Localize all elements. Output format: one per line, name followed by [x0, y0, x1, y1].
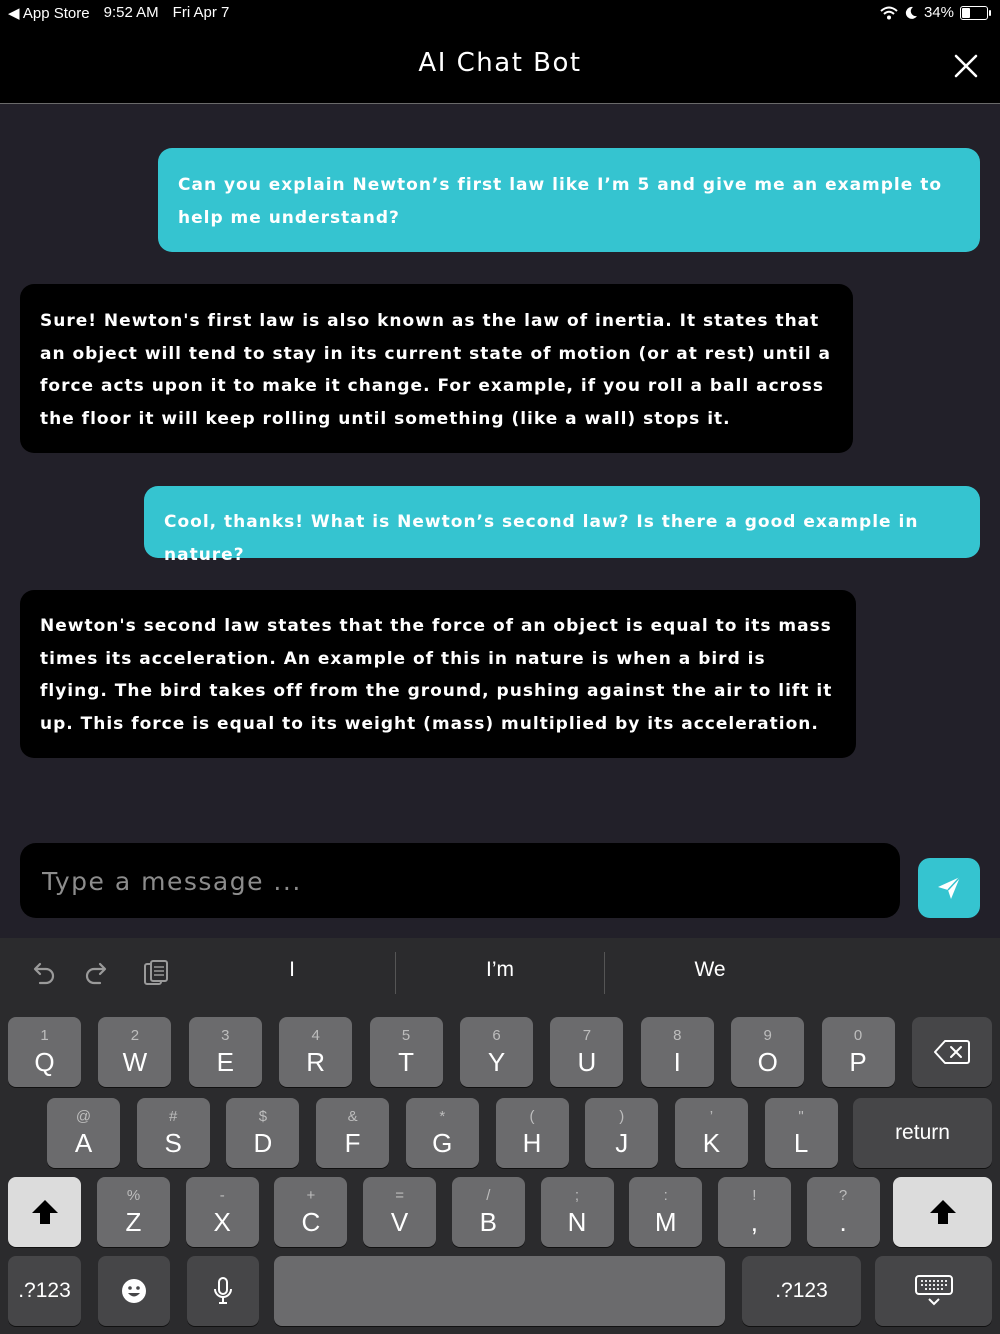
key-label: J: [615, 1128, 629, 1158]
message-text: Sure! Newton's first law is also known as the law of inertia. It states that an object will tend to stay in its current state of motion (or at rest) until a force acts upon it to make it change. For example, if you roll a ball across the floor it will keep rolling until something (like a wall) stops it.: [40, 311, 831, 429]
key-row2-7[interactable]: [675, 1098, 748, 1168]
shift-key-right[interactable]: [893, 1177, 992, 1247]
key-secondary-label: ’: [709, 1108, 714, 1125]
keyboard-dismiss-key[interactable]: [875, 1256, 992, 1326]
suggestion-divider: [395, 952, 396, 994]
key-label: E: [216, 1047, 234, 1077]
return-key[interactable]: [853, 1098, 992, 1168]
key-label: N: [567, 1207, 587, 1237]
key-row1-9[interactable]: [822, 1017, 895, 1087]
key-row2-8[interactable]: [765, 1098, 838, 1168]
key-row2-4[interactable]: [406, 1098, 479, 1168]
key-label: P: [849, 1047, 867, 1077]
key-secondary-label: 1: [40, 1027, 49, 1044]
shift-icon: [30, 1198, 60, 1226]
delete-key[interactable]: [912, 1017, 992, 1087]
paste-icon[interactable]: [140, 958, 170, 988]
key-row1-4[interactable]: [370, 1017, 443, 1087]
key-secondary-label: !: [752, 1187, 757, 1204]
shift-key-left[interactable]: [8, 1177, 81, 1247]
emoji-key[interactable]: [98, 1256, 170, 1326]
key-secondary-label: :: [663, 1187, 668, 1204]
do-not-disturb-moon-icon: [904, 6, 918, 20]
key-secondary-label: 3: [221, 1027, 230, 1044]
key-secondary-label: ): [619, 1108, 625, 1125]
on-screen-keyboard: [0, 938, 1000, 1334]
wifi-icon: [880, 6, 898, 20]
suggestion-2[interactable]: I’m: [486, 958, 514, 981]
key-label: Y: [487, 1047, 506, 1077]
message-text: Cool, thanks! What is Newton’s second law? Is there a good example in nature?: [164, 512, 919, 565]
message-text: Newton's second law states that the force of an object is equal to its mass times its acceleration. An example of this in nature is when a bird is flying. The bird takes off from the ground, pushing against the air to lift it up. This force is equal to its weight (mass) multiplied by its acceleration.: [40, 616, 833, 734]
send-button[interactable]: [918, 858, 980, 918]
status-bar: [0, 0, 1000, 26]
back-app-label: App Store: [22, 5, 90, 22]
key-secondary-label: $: [258, 1108, 268, 1125]
key-secondary-label: &: [347, 1108, 358, 1125]
key-secondary-label: -: [219, 1187, 225, 1204]
key-label: D: [253, 1128, 273, 1158]
close-icon[interactable]: [952, 52, 980, 80]
key-row3-5[interactable]: [541, 1177, 614, 1247]
numbers-key-right[interactable]: [742, 1256, 861, 1326]
key-secondary-label: ": [798, 1108, 804, 1125]
key-row3-7[interactable]: [718, 1177, 791, 1247]
key-row3-8[interactable]: [807, 1177, 880, 1247]
key-label: .: [839, 1207, 847, 1237]
key-secondary-label: +: [306, 1187, 316, 1204]
send-icon: [918, 858, 980, 918]
key-row2-2[interactable]: [226, 1098, 299, 1168]
suggestion-1[interactable]: I: [289, 958, 295, 981]
key-label: X: [213, 1207, 231, 1237]
key-label: A: [74, 1128, 93, 1158]
return-key-label: return: [895, 1121, 950, 1144]
key-secondary-label: ;: [574, 1187, 580, 1204]
suggestion-divider: [604, 952, 605, 994]
key-label: L: [793, 1128, 809, 1158]
key-label: Z: [125, 1207, 142, 1237]
dictation-key[interactable]: [187, 1256, 259, 1326]
key-row1-5[interactable]: [460, 1017, 533, 1087]
user-message: [158, 148, 980, 252]
microphone-icon: [213, 1276, 233, 1306]
numbers-key-left[interactable]: [8, 1256, 81, 1326]
key-secondary-label: 5: [401, 1027, 411, 1044]
key-row1-6[interactable]: [550, 1017, 623, 1087]
key-label: T: [398, 1047, 415, 1077]
space-bar[interactable]: [274, 1256, 725, 1326]
key-row3-2[interactable]: [274, 1177, 347, 1247]
key-label: M: [654, 1207, 677, 1237]
battery-icon: [960, 6, 988, 20]
numbers-key-label: .?123: [18, 1279, 71, 1302]
key-label: F: [344, 1128, 361, 1158]
app-header: [0, 26, 1000, 104]
key-secondary-label: #: [169, 1108, 178, 1125]
status-date: Fri Apr 7: [172, 4, 230, 21]
key-label: S: [164, 1128, 182, 1158]
key-label: V: [390, 1207, 409, 1237]
user-message: [144, 486, 980, 565]
keyboard-dismiss-icon: [914, 1274, 954, 1308]
key-row3-1[interactable]: [186, 1177, 259, 1247]
key-row2-0[interactable]: [47, 1098, 120, 1168]
key-label: H: [522, 1128, 542, 1158]
key-label: B: [479, 1207, 497, 1237]
key-secondary-label: %: [126, 1187, 141, 1204]
key-label: R: [306, 1047, 326, 1077]
key-secondary-label: 8: [673, 1027, 682, 1044]
status-time: 9:52 AM: [103, 4, 159, 21]
key-row3-6[interactable]: [629, 1177, 702, 1247]
shift-icon: [928, 1198, 958, 1226]
key-secondary-label: =: [395, 1187, 404, 1204]
suggestion-3[interactable]: We: [694, 958, 726, 981]
key-row3-0[interactable]: [97, 1177, 170, 1247]
key-secondary-label: 4: [311, 1027, 320, 1044]
key-row1-3[interactable]: [279, 1017, 352, 1087]
bot-message: [20, 284, 853, 453]
key-secondary-label: *: [439, 1108, 446, 1125]
suggestion-bar: [0, 938, 1000, 1008]
redo-icon[interactable]: [82, 958, 112, 988]
key-row1-8[interactable]: [731, 1017, 804, 1087]
key-row1-2[interactable]: [189, 1017, 262, 1087]
key-label: G: [432, 1128, 453, 1158]
delete-icon: [934, 1039, 970, 1065]
key-row1-1[interactable]: [98, 1017, 171, 1087]
key-label: W: [122, 1047, 148, 1077]
key-label: K: [702, 1128, 721, 1158]
key-row1-7[interactable]: [641, 1017, 714, 1087]
emoji-icon: [121, 1278, 147, 1304]
bot-message: [20, 590, 856, 758]
key-secondary-label: ?: [838, 1187, 848, 1204]
key-secondary-label: 7: [582, 1027, 592, 1044]
message-input-container: [20, 843, 900, 918]
key-secondary-label: 9: [763, 1027, 772, 1044]
message-input[interactable]: [40, 843, 884, 920]
key-label: I: [673, 1047, 681, 1077]
key-row2-6[interactable]: [585, 1098, 658, 1168]
key-secondary-label: 6: [492, 1027, 501, 1044]
numbers-key-label: .?123: [775, 1279, 828, 1302]
back-to-app-link[interactable]: ◀ App Store: [8, 5, 90, 22]
key-secondary-label: 2: [130, 1027, 140, 1044]
key-secondary-label: /: [486, 1187, 491, 1204]
key-secondary-label: 0: [853, 1027, 863, 1044]
key-secondary-label: @: [75, 1108, 92, 1125]
key-label: C: [301, 1207, 321, 1237]
key-label: O: [757, 1047, 778, 1077]
battery-percentage: 34%: [923, 4, 954, 21]
key-label: Q: [34, 1047, 55, 1077]
key-row2-1[interactable]: [137, 1098, 210, 1168]
message-text: Can you explain Newton’s first law like I’m 5 and give me an example to help me understand?: [178, 175, 943, 228]
key-secondary-label: (: [529, 1108, 535, 1125]
key-label: U: [577, 1047, 597, 1077]
key-row1-0[interactable]: [8, 1017, 81, 1087]
page-title: AI Chat Bot: [418, 48, 582, 78]
key-label: ,: [750, 1207, 758, 1237]
undo-icon[interactable]: [28, 958, 58, 988]
key-row3-3[interactable]: [363, 1177, 436, 1247]
key-row2-5[interactable]: [496, 1098, 569, 1168]
key-row2-3[interactable]: [316, 1098, 389, 1168]
key-row3-4[interactable]: [452, 1177, 525, 1247]
